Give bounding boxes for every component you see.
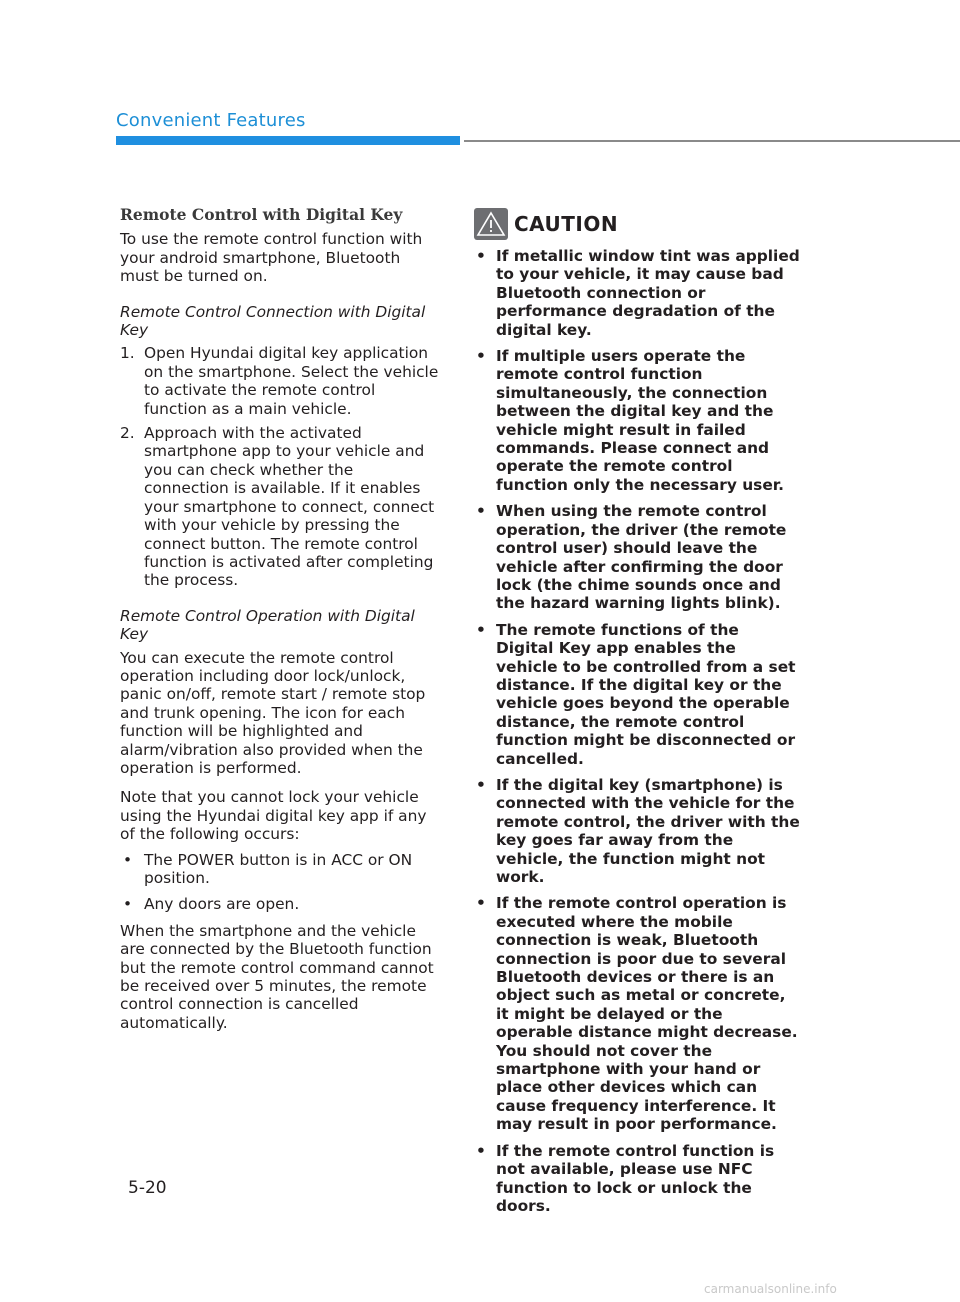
caution-box bbox=[474, 208, 800, 1223]
intro-paragraph: To use the remote control function with your android smartphone, Bluetooth must be turned on. bbox=[120, 230, 423, 286]
bullet-icon: • bbox=[476, 1141, 486, 1160]
section-heading: Remote Control with Digital Key bbox=[120, 205, 403, 224]
list-item-text: Any doors are open. bbox=[144, 895, 300, 914]
step-text: Open Hyundai digital key application on the smartphone. Select the vehicle to activate the remote control function as a main vehicle. bbox=[144, 344, 439, 418]
caution-item bbox=[474, 502, 800, 612]
connection-subheading: Remote Control Connection with Digital Key bbox=[120, 302, 426, 340]
bullet-icon: • bbox=[476, 775, 486, 794]
header-accent-bar bbox=[116, 136, 460, 145]
caution-title: CAUTION bbox=[514, 211, 619, 236]
caution-item bbox=[474, 776, 800, 886]
caution-item-text: If the remote control operation is executed where the mobile connection is weak, Bluetooth connection is poor due to several Bluetooth devices or there is an object such as metal or concrete, it might be delayed or the operable distance might decrease. You should not cover the smartphone with your hand or place other devices which can cause frequency interference. It may result in poor performance. bbox=[496, 894, 798, 1134]
closing-paragraph: When the smartphone and the vehicle are connected by the Bluetooth function but the remote control command cannot be received over 5 minutes, the remote control connection is cancelled automatically. bbox=[120, 921, 434, 1032]
page-number: 5-20 bbox=[128, 1178, 167, 1198]
caution-item bbox=[474, 247, 800, 339]
operation-paragraph: You can execute the remote control operation including door lock/unlock, panic on/off, remote start / remote stop and trunk opening. The icon for each function will be highlighted and alarm/vibration also provided when the operation is performed. bbox=[120, 648, 426, 777]
bullet-icon: • bbox=[476, 620, 486, 639]
list-item-text: The POWER button is in ACC or ON position. bbox=[144, 850, 413, 887]
left-column bbox=[120, 206, 442, 1043]
caution-item bbox=[474, 1142, 800, 1216]
list-item bbox=[120, 851, 442, 888]
bullet-icon: • bbox=[123, 895, 133, 914]
step-number: 1. bbox=[120, 344, 135, 363]
watermark: carmanualsonline.info bbox=[704, 1282, 837, 1296]
lock-note-paragraph: Note that you cannot lock your vehicle using the Hyundai digital key app if any of the following occurs: bbox=[120, 788, 427, 844]
step-item bbox=[120, 344, 442, 418]
bullet-icon: • bbox=[123, 850, 133, 869]
caution-item-text: When using the remote control operation, the driver (the remote control user) should leave the vehicle after confirming the door lock (the chime sounds once and the hazard warning lights blink). bbox=[496, 502, 787, 613]
step-text: Approach with the activated smartphone app to your vehicle and you can check whether the connection is available. If it enables your smartphone to connect, connect with your vehicle by pressing the connect button. The remote control function is activated after completing the process. bbox=[144, 424, 435, 590]
caution-item bbox=[474, 621, 800, 768]
caution-item-text: If the remote control function is not available, please use NFC function to lock or unlock the doors. bbox=[496, 1141, 775, 1215]
list-item bbox=[120, 895, 442, 913]
caution-item bbox=[474, 894, 800, 1133]
caution-item-text: The remote functions of the Digital Key app enables the vehicle to be controlled from a set distance. If the digital key or the vehicle goes beyond the operable distance, the remote control function might be disconnected or cancelled. bbox=[496, 620, 796, 768]
caution-header bbox=[474, 208, 800, 240]
chapter-title: Convenient Features bbox=[116, 110, 306, 131]
caution-item-text: If the digital key (smartphone) is connected with the vehicle for the remote control, the driver with the key goes far away from the vehicle, the function might not work. bbox=[496, 775, 800, 886]
bullet-icon: • bbox=[476, 247, 486, 265]
caution-item-text: If metallic window tint was applied to your vehicle, it may cause bad Bluetooth connection or performance degradation of the digital key. bbox=[496, 247, 800, 339]
step-number: 2. bbox=[120, 424, 135, 443]
header-rule bbox=[464, 140, 960, 142]
step-item bbox=[120, 424, 442, 590]
caution-item bbox=[474, 347, 800, 494]
operation-subheading: Remote Control Operation with Digital Key bbox=[120, 606, 415, 644]
bullet-icon: • bbox=[476, 347, 486, 366]
bullet-icon: • bbox=[476, 502, 486, 521]
bullet-icon: • bbox=[476, 894, 486, 913]
caution-item-text: If multiple users operate the remote control function simultaneously, the connection between the digital key and the vehicle might result in failed commands. Please connect and operate the remote control function only the necessary user. bbox=[496, 347, 785, 494]
warning-icon bbox=[474, 208, 508, 240]
